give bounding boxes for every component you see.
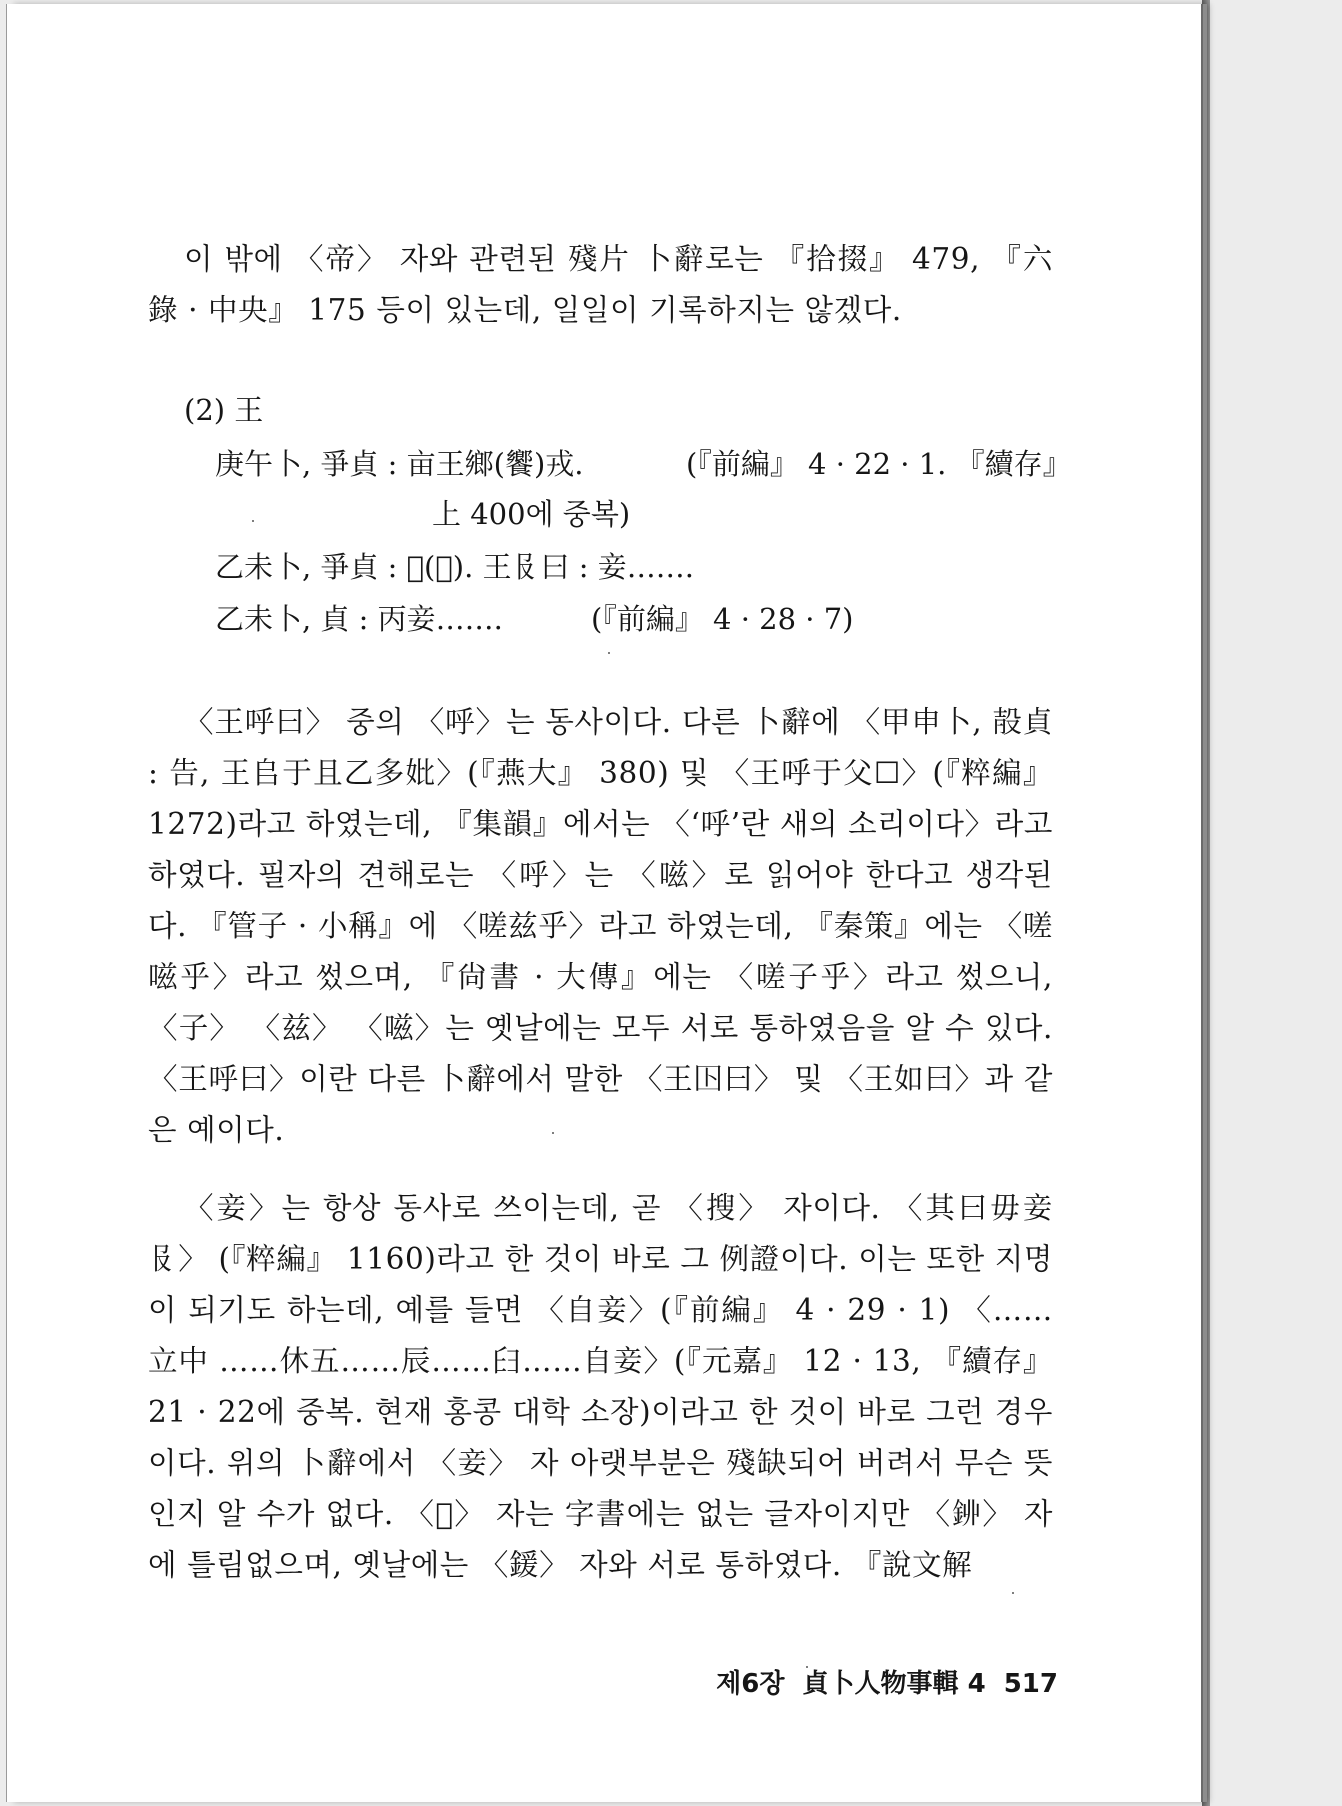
page-number: 517 [1003,1669,1058,1699]
inscription-line-2: 乙未卜, 爭貞 : 𢺲(𢺲). 王𠬝曰 : 妾……. [215,550,694,584]
page-edge-shadow [1202,0,1210,1806]
inscription-source-3: (『前編』 4 · 28 · 7) [591,602,854,636]
paragraph-commentary-qie: 〈妾〉는 항상 동사로 쓰이는데, 곧 〈搜〉 자이다. 〈其曰毋妾𠬝〉 (『粹編』 1160)라고 한 것이 바로 그 例證이다. 이는 또한 지명이 되기도 하는데, 예를 들면 〈自妾〉(『前編』 4 · 29 · 1) 〈……立中 ……休五……辰……𦥑……自妾〉(『元嘉』 12 · 13, 『續存』 21 · 22에 중복. 현재 홍콩 대학 소장)이라고 한 것이 바로 그런 경우이다. 위의 卜辭에서 〈妾〉 자 아랫부분은 殘缺되어 버려서 무슨 뜻인지 알 수가 없다. 〈𢺲〉 자는 字書에는 없는 글자이지만 〈𨥥〉 자에 틀림없으며, 옛날에는 〈鍰〉 자와 서로 통하였다. 『說文解 [148,1191,1053,1582]
paragraph-commentary-hu: 〈王呼曰〉 중의 〈呼〉는 동사이다. 다른 卜辭에 〈甲申卜, 㱿貞 : 告, 王𠂤于且乙多妣〉(『燕大』 380) 및 〈王呼于父☐〉(『粹編』 1272)라고 하였는데, 『集韻』에서는 〈‘呼’란 새의 소리이다〉라고 하였다. 필자의 견해로는 〈呼〉는 〈嗞〉로 읽어야 한다고 생각된다. 『管子 · 小稱』에 〈嗟兹乎〉라고 하였는데, 『秦策』에는 〈嗟嗞乎〉라고 썼으며, 『尙書 · 大傳』에는 〈嗟子乎〉라고 썼으니, 〈子〉 〈兹〉 〈嗞〉는 옛날에는 모두 서로 통하였음을 알 수 있다. 〈王呼曰〉이란 다른 卜辭에서 말한 〈王𡆥曰〉 및 〈王如曰〉과 같은 예이다. [148,705,1053,1147]
inscription-source-1: (『前編』 4 · 22 · 1. 『續存』 [686,447,1072,481]
scan-speck [252,520,254,522]
inscription-line-1: 庚午卜, 爭貞 : 亩王鄉(饗)戎. [215,447,584,481]
section-heading: (2) 王 [184,393,264,427]
inscription-source-1-continuation: 上 400에 중복) [432,497,631,531]
footer-chapter-title: 제6장 貞卜人物事輯 4 [716,1669,986,1699]
paragraph-intro: 이 밖에 〈帝〉 자와 관련된 殘片 卜辭로는 『拾掇』 479, 『六錄 · 中央』 175 등이 있는데, 일일이 기록하지는 않겠다. [148,242,1053,327]
scan-speck [552,1132,554,1134]
scan-speck [1012,1592,1014,1594]
running-footer [698,1624,1058,1704]
scan-speck [608,652,610,654]
inscription-line-3: 乙未卜, 貞 : 丙妾……. [215,602,503,636]
scan-speck [806,1666,808,1668]
